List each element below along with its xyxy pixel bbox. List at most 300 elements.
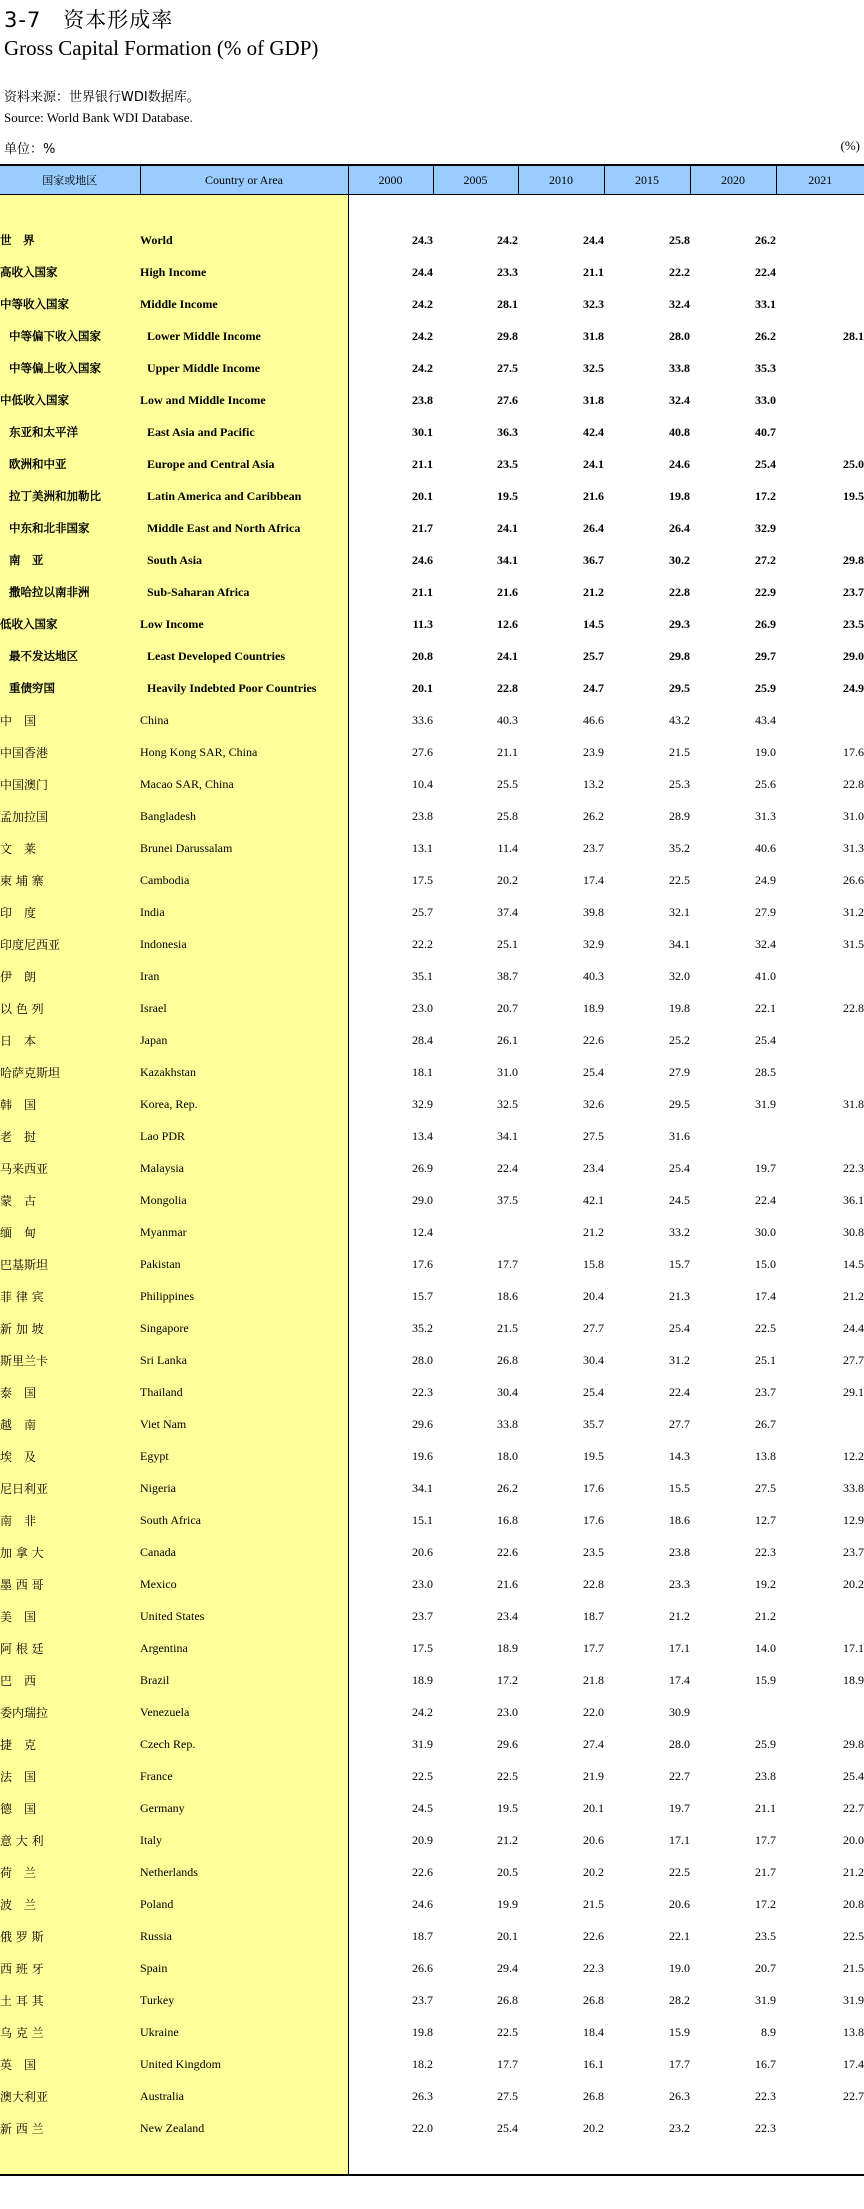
table-row: [0, 1280, 864, 1312]
value-cell: 23.8: [412, 808, 433, 823]
value-cell: 31.5: [843, 936, 864, 951]
area-name-en: Argentina: [140, 1640, 188, 1655]
area-name-cn: 南 非: [0, 1513, 37, 1528]
table-row: [0, 224, 864, 256]
value-cell: 18.7: [412, 1928, 433, 1943]
area-name-cn: 斯里兰卡: [0, 1353, 49, 1368]
table-row: [0, 1536, 864, 1568]
value-cell: 31.0: [497, 1064, 518, 1079]
value-cell: 19.5: [843, 488, 864, 503]
area-name-cn: 缅 甸: [0, 1225, 37, 1240]
value-cell: 25.6: [755, 776, 776, 791]
unit-label-en: (%): [840, 138, 860, 153]
value-cell: 22.4: [497, 1160, 518, 1175]
value-cell: 30.2: [669, 552, 690, 567]
value-cell: 22.0: [583, 1704, 604, 1719]
value-cell: 22.7: [843, 1800, 864, 1815]
value-cell: 33.0: [755, 392, 776, 407]
area-name-en: Singapore: [140, 1320, 189, 1335]
value-cell: 21.1: [755, 1800, 776, 1815]
value-cell: 15.0: [755, 1256, 776, 1271]
area-name-en: Egypt: [140, 1448, 169, 1463]
value-cell: 20.2: [497, 872, 518, 887]
value-cell: 22.5: [669, 872, 690, 887]
value-cell: [776, 1696, 864, 1728]
value-cell: 40.6: [755, 840, 776, 855]
area-name-cn: 新 加 坡: [0, 1321, 44, 1336]
value-cell: 32.3: [583, 296, 604, 311]
value-cell: 25.9: [755, 1736, 776, 1751]
value-cell: [776, 704, 864, 736]
table-row: [0, 320, 864, 352]
value-cell: 22.3: [755, 1544, 776, 1559]
area-name-en: China: [140, 712, 169, 727]
value-cell: 20.2: [583, 2120, 604, 2135]
value-cell: 22.7: [669, 1768, 690, 1783]
table-row: [0, 1184, 864, 1216]
area-name-cn: 马来西亚: [0, 1161, 49, 1176]
value-cell: 28.2: [669, 1992, 690, 2007]
area-name-cn: 中低收入国家: [0, 393, 69, 407]
value-cell: 23.4: [497, 1608, 518, 1623]
area-name-en: Israel: [140, 1000, 167, 1015]
value-cell: 28.1: [497, 296, 518, 311]
value-cell: 30.4: [497, 1384, 518, 1399]
value-cell: 23.4: [583, 1160, 604, 1175]
value-cell: 22.6: [412, 1864, 433, 1879]
value-cell: 37.5: [497, 1192, 518, 1207]
table-row: [0, 1472, 864, 1504]
value-cell: 43.2: [669, 712, 690, 727]
value-cell: 31.2: [669, 1352, 690, 1367]
area-name-cn: 中等偏下收入国家: [9, 329, 101, 343]
value-cell: 24.3: [412, 232, 433, 247]
value-cell: 32.5: [583, 360, 604, 375]
table-body: [0, 195, 864, 2145]
value-cell: 21.1: [583, 264, 604, 279]
header-year-2000: 2000: [348, 165, 433, 195]
area-name-cn: 俄 罗 斯: [0, 1929, 44, 1944]
area-name-en: Middle East and North Africa: [147, 520, 301, 535]
table-header-row: [0, 165, 864, 195]
area-name-cn: 英 国: [0, 2057, 37, 2072]
value-cell: 28.5: [755, 1064, 776, 1079]
value-cell: 17.5: [412, 872, 433, 887]
value-cell: 21.3: [669, 1288, 690, 1303]
table-row: [0, 1120, 864, 1152]
value-cell: 21.8: [583, 1672, 604, 1687]
table-row: [0, 384, 864, 416]
area-name-cn: 老 挝: [0, 1129, 37, 1144]
value-cell: 24.5: [412, 1800, 433, 1815]
area-name-cn: 越 南: [0, 1417, 37, 1432]
value-cell: [776, 1408, 864, 1440]
table-row: [0, 832, 864, 864]
area-name-en: Heavily Indebted Poor Countries: [147, 680, 317, 695]
value-cell: 22.5: [755, 1320, 776, 1335]
value-cell: [433, 1216, 518, 1248]
value-cell: 35.3: [755, 360, 776, 375]
value-cell: 29.5: [669, 1096, 690, 1111]
value-cell: 14.3: [669, 1448, 690, 1463]
value-cell: 34.1: [497, 1128, 518, 1143]
table-row: [0, 704, 864, 736]
area-name-en: United Kingdom: [140, 2056, 221, 2071]
header-year-2005: 2005: [433, 165, 518, 195]
table-bottom-rule: [0, 2174, 864, 2176]
value-cell: 22.6: [497, 1544, 518, 1559]
area-name-en: Middle Income: [140, 296, 218, 311]
area-name-en: Russia: [140, 1928, 173, 1943]
value-cell: 32.0: [669, 968, 690, 983]
value-cell: 28.0: [412, 1352, 433, 1367]
area-name-cn: 西 班 牙: [0, 1961, 44, 1976]
table-row: [0, 1696, 864, 1728]
value-cell: 24.1: [497, 648, 518, 663]
table-row: [0, 512, 864, 544]
value-cell: 33.8: [497, 1416, 518, 1431]
value-cell: 29.1: [843, 1384, 864, 1399]
value-cell: 37.4: [497, 904, 518, 919]
page-title-cn: 3-7 资本形成率: [4, 8, 174, 32]
value-cell: 19.0: [669, 1960, 690, 1975]
area-name-en: Poland: [140, 1896, 174, 1911]
value-cell: 23.8: [755, 1768, 776, 1783]
value-cell: 29.8: [497, 328, 518, 343]
value-cell: 25.0: [843, 456, 864, 471]
value-cell: 23.8: [669, 1544, 690, 1559]
value-cell: 18.9: [843, 1672, 864, 1687]
value-cell: 16.8: [497, 1512, 518, 1527]
area-name-cn: 乌 克 兰: [0, 2025, 44, 2040]
value-cell: 23.0: [412, 1576, 433, 1591]
value-cell: 12.4: [412, 1224, 433, 1239]
value-cell: 21.6: [497, 584, 518, 599]
value-cell: 21.1: [497, 744, 518, 759]
value-cell: 33.6: [412, 712, 433, 727]
area-name-en: Philippines: [140, 1288, 195, 1303]
area-name-en: Iran: [140, 968, 160, 983]
area-name-en: Least Developed Countries: [147, 648, 285, 663]
value-cell: 18.6: [497, 1288, 518, 1303]
header-area-en: Country or Area: [140, 165, 348, 195]
area-name-en: Korea, Rep.: [140, 1096, 198, 1111]
value-cell: [776, 224, 864, 256]
table-row: [0, 480, 864, 512]
area-name-cn: 柬 埔 寨: [0, 873, 44, 888]
value-cell: 22.3: [843, 1160, 864, 1175]
value-cell: 25.4: [669, 1320, 690, 1335]
value-cell: 26.6: [843, 872, 864, 887]
table-row: [0, 1568, 864, 1600]
area-name-en: South Africa: [140, 1512, 201, 1527]
area-name-cn: 世 界: [0, 233, 35, 247]
area-name-en: Lower Middle Income: [147, 328, 261, 343]
value-cell: 23.8: [412, 392, 433, 407]
value-cell: 22.5: [412, 1768, 433, 1783]
area-name-en: Brazil: [140, 1672, 170, 1687]
value-cell: 28.4: [412, 1032, 433, 1047]
value-cell: 27.9: [755, 904, 776, 919]
area-name-cn: 低收入国家: [0, 617, 58, 631]
area-name-cn: 埃 及: [0, 1449, 37, 1464]
value-cell: 34.1: [497, 552, 518, 567]
column-divider: [348, 193, 349, 2174]
area-name-en: Japan: [140, 1032, 168, 1047]
table-row: [0, 1824, 864, 1856]
value-cell: 17.7: [583, 1640, 604, 1655]
value-cell: 18.6: [669, 1512, 690, 1527]
value-cell: 23.5: [583, 1544, 604, 1559]
value-cell: 26.2: [755, 328, 776, 343]
value-cell: 31.9: [755, 1096, 776, 1111]
value-cell: 19.5: [583, 1448, 604, 1463]
value-cell: 23.5: [497, 456, 518, 471]
area-name-en: Brunei Darussalam: [140, 840, 233, 855]
value-cell: 12.2: [843, 1448, 864, 1463]
area-name-cn: 荷 兰: [0, 1865, 37, 1880]
value-cell: 17.4: [843, 2056, 864, 2071]
value-cell: 27.2: [755, 552, 776, 567]
value-cell: [776, 960, 864, 992]
table-row: [0, 768, 864, 800]
value-cell: 29.4: [497, 1960, 518, 1975]
value-cell: 25.7: [583, 648, 604, 663]
value-cell: 26.4: [669, 520, 690, 535]
value-cell: 20.7: [497, 1000, 518, 1015]
area-name-cn: 文 莱: [0, 841, 37, 856]
area-name-cn: 高收入国家: [0, 265, 58, 279]
value-cell: 11.4: [497, 840, 518, 855]
value-cell: 24.4: [412, 264, 433, 279]
value-cell: 17.6: [843, 744, 864, 759]
value-cell: 25.7: [412, 904, 433, 919]
area-name-en: Latin America and Caribbean: [147, 488, 302, 503]
value-cell: 40.3: [583, 968, 604, 983]
value-cell: 15.7: [412, 1288, 433, 1303]
value-cell: 31.6: [669, 1128, 690, 1143]
value-cell: 17.6: [412, 1256, 433, 1271]
value-cell: 26.2: [755, 232, 776, 247]
value-cell: 17.4: [669, 1672, 690, 1687]
area-name-cn: 法 国: [0, 1769, 37, 1784]
value-cell: 29.8: [843, 552, 864, 567]
value-cell: 12.7: [755, 1512, 776, 1527]
value-cell: 20.2: [583, 1864, 604, 1879]
value-cell: 8.9: [761, 2024, 776, 2039]
value-cell: 14.5: [843, 1256, 864, 1271]
table-row: [0, 1248, 864, 1280]
value-cell: 23.0: [412, 1000, 433, 1015]
value-cell: 27.4: [583, 1736, 604, 1751]
value-cell: 19.5: [497, 1800, 518, 1815]
value-cell: 26.8: [497, 1352, 518, 1367]
area-name-cn: 中等偏上收入国家: [9, 361, 101, 375]
value-cell: 36.1: [843, 1192, 864, 1207]
value-cell: 24.4: [843, 1320, 864, 1335]
value-cell: 21.1: [412, 584, 433, 599]
value-cell: 29.0: [412, 1192, 433, 1207]
value-cell: 33.2: [669, 1224, 690, 1239]
value-cell: 24.6: [412, 552, 433, 567]
value-cell: 42.1: [583, 1192, 604, 1207]
value-cell: 31.8: [583, 328, 604, 343]
source-note-en: Source: World Bank WDI Database.: [4, 110, 193, 125]
table-row: [0, 1024, 864, 1056]
value-cell: 33.8: [843, 1480, 864, 1495]
value-cell: 26.8: [583, 2088, 604, 2103]
value-cell: 17.7: [755, 1832, 776, 1847]
value-cell: 41.0: [755, 968, 776, 983]
value-cell: 40.8: [669, 424, 690, 439]
value-cell: 22.6: [583, 1928, 604, 1943]
table-row: [0, 544, 864, 576]
value-cell: 21.9: [583, 1768, 604, 1783]
value-cell: 16.7: [755, 2056, 776, 2071]
value-cell: 22.3: [583, 1960, 604, 1975]
value-cell: 23.7: [583, 840, 604, 855]
value-cell: 25.4: [497, 2120, 518, 2135]
value-cell: 29.0: [843, 648, 864, 663]
value-cell: 30.0: [755, 1224, 776, 1239]
value-cell: 21.7: [755, 1864, 776, 1879]
value-cell: 26.3: [669, 2088, 690, 2103]
value-cell: 33.1: [755, 296, 776, 311]
value-cell: 31.2: [843, 904, 864, 919]
value-cell: 19.8: [669, 488, 690, 503]
value-cell: 27.5: [497, 2088, 518, 2103]
value-cell: 23.9: [583, 744, 604, 759]
value-cell: 22.8: [843, 776, 864, 791]
area-name-en: East Asia and Pacific: [147, 424, 255, 439]
area-name-cn: 韩 国: [0, 1097, 37, 1112]
value-cell: 17.1: [843, 1640, 864, 1655]
area-name-cn: 新 西 兰: [0, 2121, 44, 2136]
value-cell: 22.5: [497, 1768, 518, 1783]
value-cell: 32.9: [412, 1096, 433, 1111]
value-cell: 17.7: [497, 2056, 518, 2071]
area-name-en: Australia: [140, 2088, 184, 2103]
table-row: [0, 640, 864, 672]
value-cell: 25.1: [497, 936, 518, 951]
value-cell: 46.6: [583, 712, 604, 727]
value-cell: 21.2: [843, 1864, 864, 1879]
value-cell: [776, 416, 864, 448]
area-name-en: Nigeria: [140, 1480, 176, 1495]
value-cell: 25.4: [583, 1064, 604, 1079]
area-name-cn: 伊 朗: [0, 969, 37, 984]
area-name-cn: 巴基斯坦: [0, 1257, 49, 1272]
area-name-en: Spain: [140, 1960, 168, 1975]
value-cell: 21.7: [412, 520, 433, 535]
value-cell: 32.5: [497, 1096, 518, 1111]
value-cell: 25.8: [497, 808, 518, 823]
value-cell: 14.0: [755, 1640, 776, 1655]
value-cell: 13.2: [583, 776, 604, 791]
value-cell: 30.1: [412, 424, 433, 439]
value-cell: 28.9: [669, 808, 690, 823]
value-cell: [776, 288, 864, 320]
value-cell: 34.1: [669, 936, 690, 951]
value-cell: 29.8: [843, 1736, 864, 1751]
value-cell: 19.2: [755, 1576, 776, 1591]
value-cell: 21.1: [412, 456, 433, 471]
area-name-cn: 中等收入国家: [0, 297, 69, 311]
value-cell: 21.6: [497, 1576, 518, 1591]
area-name-en: Low Income: [140, 616, 204, 631]
area-name-cn: 中东和北非国家: [9, 521, 90, 535]
value-cell: 26.7: [755, 1416, 776, 1431]
value-cell: 17.1: [669, 1640, 690, 1655]
value-cell: 24.2: [412, 1704, 433, 1719]
page-title-en: Gross Capital Formation (% of GDP): [4, 36, 319, 60]
table-row: [0, 896, 864, 928]
table-row: [0, 608, 864, 640]
value-cell: 20.6: [583, 1832, 604, 1847]
area-name-cn: 中 国: [0, 713, 37, 728]
area-name-en: India: [140, 904, 165, 919]
value-cell: [690, 1120, 776, 1152]
value-cell: 27.7: [669, 1416, 690, 1431]
value-cell: 24.1: [497, 520, 518, 535]
value-cell: 19.6: [412, 1448, 433, 1463]
value-cell: 20.8: [843, 1896, 864, 1911]
value-cell: 22.4: [755, 264, 776, 279]
table-row: [0, 1664, 864, 1696]
value-cell: 20.1: [412, 488, 433, 503]
table-row: [0, 1056, 864, 1088]
table-row: [0, 1088, 864, 1120]
area-name-cn: 中国澳门: [0, 777, 49, 792]
value-cell: 23.7: [412, 1608, 433, 1623]
value-cell: 22.4: [669, 1384, 690, 1399]
table-row: [0, 1632, 864, 1664]
value-cell: 31.9: [843, 1992, 864, 2007]
area-name-en: Sub-Saharan Africa: [147, 584, 250, 599]
area-name-en: Ukraine: [140, 2024, 179, 2039]
area-name-en: Malaysia: [140, 1160, 184, 1175]
area-name-en: Bangladesh: [140, 808, 196, 823]
value-cell: [690, 1696, 776, 1728]
area-name-cn: 墨 西 哥: [0, 1577, 44, 1592]
area-name-cn: 捷 克: [0, 1737, 37, 1752]
area-name-en: Upper Middle Income: [147, 360, 261, 375]
area-name-en: Sri Lanka: [140, 1352, 187, 1367]
area-name-cn: 委内瑞拉: [0, 1705, 49, 1720]
value-cell: 21.5: [843, 1960, 864, 1975]
value-cell: 20.0: [843, 1832, 864, 1847]
table-row: [0, 416, 864, 448]
value-cell: 23.2: [669, 2120, 690, 2135]
table-row: [0, 1952, 864, 1984]
value-cell: 21.5: [583, 1896, 604, 1911]
area-name-en: Netherlands: [140, 1864, 198, 1879]
value-cell: 25.8: [669, 232, 690, 247]
value-cell: 20.6: [412, 1544, 433, 1559]
value-cell: 18.1: [412, 1064, 433, 1079]
value-cell: 20.7: [755, 1960, 776, 1975]
area-name-en: Pakistan: [140, 1256, 181, 1271]
value-cell: 19.0: [755, 744, 776, 759]
value-cell: 36.7: [583, 552, 604, 567]
area-name-cn: 以 色 列: [0, 1001, 44, 1016]
value-cell: 24.2: [412, 328, 433, 343]
table-row: [0, 992, 864, 1024]
table-row: [0, 1600, 864, 1632]
value-cell: 29.6: [412, 1416, 433, 1431]
area-name-en: Low and Middle Income: [140, 392, 266, 407]
value-cell: 32.4: [669, 392, 690, 407]
